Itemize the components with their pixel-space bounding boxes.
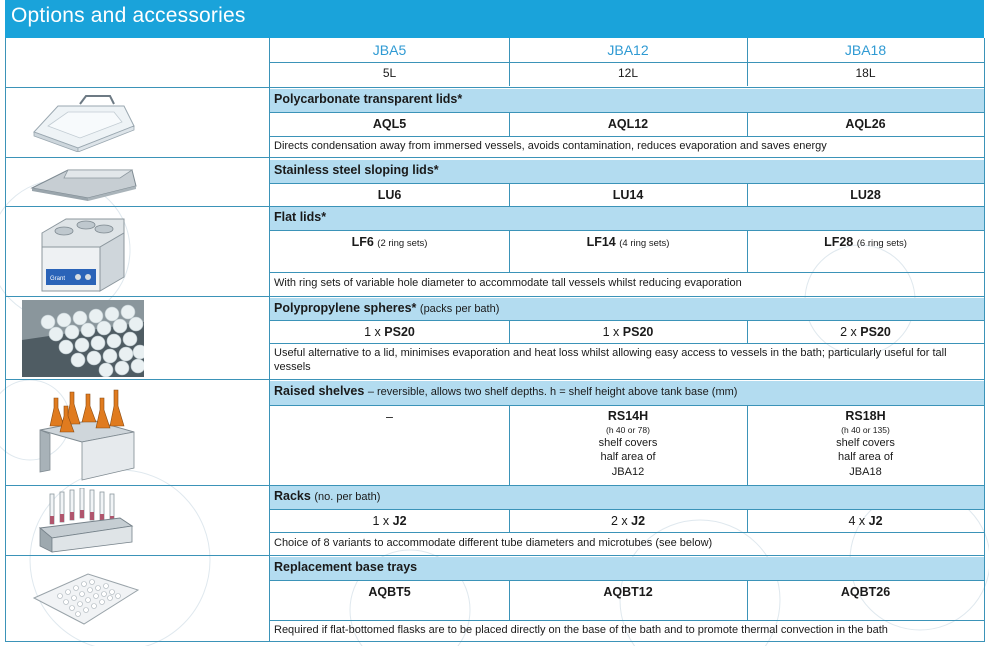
section-header-flat-lids [270, 207, 984, 230]
shelf-jba5-none: – [386, 410, 393, 424]
code-lu6: LU6 [377, 188, 402, 202]
code-aqbt5: AQBT5 [368, 585, 411, 599]
model-name-jba12: JBA12 [607, 42, 649, 58]
quantity: 1 x [364, 325, 381, 339]
note-spheres: Useful alternative to a lid, minimises evaporation and heat loss whilst allowing easy access to vessels in the bath; particularly useful for tall vessels [274, 347, 947, 373]
model-volume-jba12: 12L [617, 66, 639, 80]
shelf-desc-line: shelf covers [836, 436, 895, 449]
note-racks: Choice of 8 variants to accommodate different tube diameters and microtubes (see below) [274, 537, 713, 549]
code-label: PS20 [622, 325, 654, 339]
raised-shelf-image [36, 386, 136, 481]
model-name-jba18: JBA18 [844, 42, 887, 58]
qty-j2-jba18 [747, 509, 984, 532]
section-title: Racks [274, 489, 311, 503]
section-header-spheres [270, 298, 984, 320]
base-tray-image [30, 568, 142, 630]
code-lf28 [747, 230, 984, 272]
note-base-trays: Required if flat-bottomed flasks are to be placed directly on the base of the bath and to promote thermal convection in the bath [274, 624, 888, 636]
quantity: 2 x [610, 514, 628, 528]
section-subtitle: – reversible, allows two shelf depths. h = shelf height above tank base (mm) [367, 386, 738, 398]
model-volume-jba18: 18L [855, 66, 876, 80]
code-label: PS20 [860, 325, 891, 339]
qty-ps20-jba18 [747, 320, 984, 343]
ring-sets-label: (6 ring sets) [856, 238, 907, 249]
quantity: 4 x [848, 514, 866, 528]
code-aql12: AQL12 [607, 117, 649, 131]
shelf-rs14h [509, 405, 747, 485]
shelf-desc-line: JBA18 [849, 465, 882, 478]
qty-j2-jba12 [509, 509, 747, 532]
sloping-lid-image [28, 162, 140, 202]
section-title: Polycarbonate transparent lids* [274, 92, 463, 106]
model-volume-jba5: 5L [382, 66, 397, 80]
section-header-racks [270, 486, 984, 509]
note-flat-lids: With ring sets of variable hole diameter to accommodate tall vessels whilst reducing evaporation [274, 277, 742, 289]
code-label: LF6 [351, 235, 374, 249]
section-header-polycarbonate-lids [270, 89, 984, 112]
shelf-desc-line: half area of [837, 451, 894, 463]
note-polycarbonate-lids: Directs condensation away from immersed vessels, avoids contamination, reduces evaporation and saves energy [274, 140, 827, 152]
section-header-sloping-lids [270, 160, 984, 183]
section-header-raised-shelves [270, 381, 984, 405]
quantity: 1 x [372, 514, 390, 528]
code-label: J2 [392, 514, 407, 528]
code-label: PS20 [384, 325, 415, 339]
tube-rack-image [36, 488, 136, 554]
code-label: J2 [631, 514, 646, 528]
code-lf14 [509, 230, 747, 272]
qty-ps20-jba5 [270, 320, 509, 343]
section-subtitle: (no. per bath) [314, 491, 381, 503]
height-label: (h 40 or 135) [841, 424, 890, 435]
water-bath-image [36, 209, 128, 294]
shelf-desc-line: half area of [600, 451, 656, 463]
code-lf6 [270, 230, 509, 272]
section-title: Flat lids* [274, 210, 327, 224]
polycarbonate-lid-image [28, 92, 140, 152]
code-aqbt12: AQBT12 [603, 585, 653, 599]
code-lu14: LU14 [612, 188, 644, 202]
section-title: Replacement base trays [274, 560, 418, 574]
brand-label: Grant [50, 276, 66, 282]
ring-sets-label: (4 ring sets) [619, 238, 670, 249]
code-lu28: LU28 [850, 188, 881, 202]
section-header-base-trays [270, 557, 984, 580]
shelf-rs18h [747, 405, 984, 485]
model-name-jba5: JBA5 [372, 42, 407, 58]
shelf-desc-line: shelf covers [598, 436, 658, 449]
section-subtitle: (packs per bath) [419, 303, 500, 315]
spheres-image [22, 300, 144, 377]
qty-ps20-jba12 [509, 320, 747, 343]
title-bar [5, 0, 984, 38]
section-title: Polypropylene spheres* [274, 301, 417, 315]
code-label: J2 [868, 514, 883, 528]
shelf-desc-line: JBA12 [611, 465, 645, 478]
ring-sets-label: (2 ring sets) [377, 238, 428, 249]
code-aqbt26: AQBT26 [840, 585, 891, 599]
qty-j2-jba5 [270, 509, 509, 532]
code-label: LF28 [824, 235, 854, 249]
section-title: Stainless steel sloping lids* [274, 163, 439, 177]
page-title: Options and accessories [11, 4, 246, 27]
code-label: RS18H [845, 409, 886, 423]
code-label: LF14 [586, 235, 616, 249]
code-label: RS14H [607, 409, 649, 423]
height-label: (h 40 or 78) [606, 424, 650, 435]
section-title: Raised shelves [274, 384, 365, 398]
code-aql26: AQL26 [845, 117, 886, 131]
quantity: 2 x [840, 325, 857, 339]
code-aql5: AQL5 [372, 117, 407, 131]
quantity: 1 x [602, 325, 620, 339]
